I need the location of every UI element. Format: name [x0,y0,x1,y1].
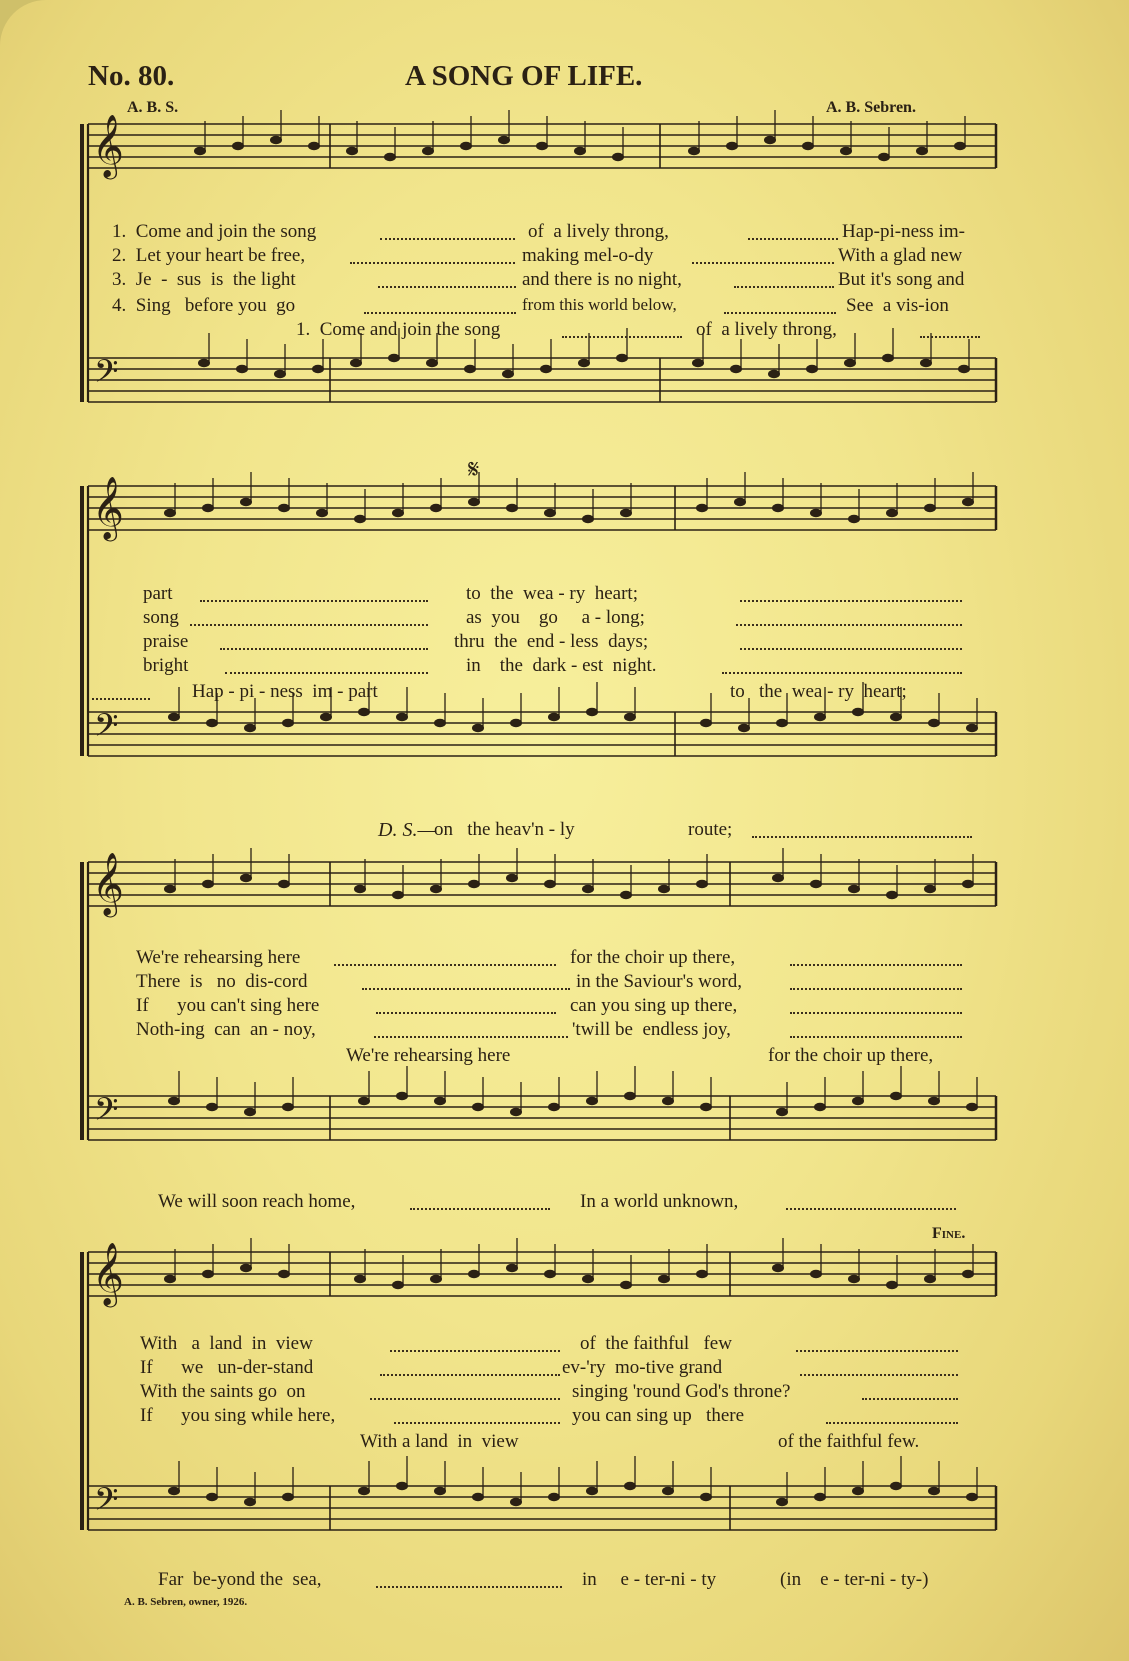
verse-4-while-here: If you sing while here, [140,1405,336,1426]
treble-clef-icon: 𝄞 [92,114,124,177]
treble-staff-2-note [734,498,746,506]
bass-staff-3-note [890,1092,902,1100]
treble-staff-2-note [430,504,442,512]
treble-staff-3-note [164,885,176,893]
bass-staff-2-note [700,719,712,727]
bass-staff-2-note [434,719,446,727]
treble-staff-2-note [962,498,974,506]
hymn-number: No. 80. [88,60,175,92]
treble-staff-1-note [194,147,206,155]
treble-staff-4-note [164,1275,176,1283]
verse-1-weary: to the wea - ry heart; [466,583,638,604]
treble-staff-3-note [696,880,708,888]
treble-staff-4-note [392,1281,404,1289]
bass-staff-2-note [966,724,978,732]
treble-staff-4-note [544,1270,556,1278]
verse-3-sing-here: If you can't sing here [136,995,320,1016]
bass-staff-1-note [616,354,628,362]
treble-staff-2-note [316,509,328,517]
treble-clef-icon: 𝄞 [92,852,124,915]
bass-staff-4-note [510,1498,522,1506]
verse-1-part: part [143,583,173,604]
treble-staff-1-note [688,147,700,155]
bass-staff-2-note [776,719,788,727]
bass-lyric-1-b: of a lively throng, [696,319,837,340]
treble-staff-4-note [506,1264,518,1272]
treble-staff-4-note [240,1264,252,1272]
bass-staff-2-note [320,713,332,721]
verse-4-night: in the dark - est night. [466,655,657,676]
bass-staff-4-note [928,1487,940,1495]
treble-staff-4-note [430,1275,442,1283]
treble-staff-2-note [696,504,708,512]
treble-staff-2-note [506,504,518,512]
bass-staff-4-note [472,1493,484,1501]
treble-staff-2-note [924,504,936,512]
bass-lyric-3-a: We're rehearsing here [346,1045,511,1066]
treble-staff-1-note [916,147,928,155]
treble-staff-3-note [658,885,670,893]
treble-staff-2-note [544,509,556,517]
bass-staff-4-note [434,1487,446,1495]
bass-staff-3-note [662,1097,674,1105]
bass-staff-3-note [548,1103,560,1111]
bass-staff-4-note [700,1493,712,1501]
treble-staff-2-note [810,509,822,517]
copyright-notice: A. B. Sebren, owner, 1926. [124,1596,248,1608]
bass-staff-2-note [586,708,598,716]
treble-staff-1-note [726,142,738,150]
bass-staff-1-note [882,354,894,362]
bass-staff-3-note [510,1108,522,1116]
verse-1-choir: for the choir up there, [570,947,736,968]
bass-staff-2-note [244,724,256,732]
treble-staff-4-note [620,1281,632,1289]
music-author: A. B. Sebren. [826,99,916,116]
treble-staff-2-note [848,515,860,523]
treble-staff-2-note [392,509,404,517]
bass-staff-3-note [434,1097,446,1105]
verse-4-joy: 'twill be endless joy, [572,1019,731,1040]
bass-staff-4-note [548,1493,560,1501]
treble-clef-icon: 𝄞 [92,1242,124,1305]
bass-staff-1-note [236,365,248,373]
treble-staff-3-note [582,885,594,893]
bass-staff-2-note [738,724,750,732]
treble-staff-3-note [886,891,898,899]
bass-staff-4-note [168,1487,180,1495]
bass-staff-2-note [624,713,636,721]
treble-staff-1-note [498,136,510,144]
treble-staff-4-note [202,1270,214,1278]
bass-staff-4-note [358,1487,370,1495]
bass-staff-1-note [958,365,970,373]
bass-staff-4-note [814,1493,826,1501]
treble-staff-1-note [346,147,358,155]
bass-staff-4-note [624,1482,636,1490]
bass-staff-2-note [548,713,560,721]
treble-staff-4-note [278,1270,290,1278]
verse-1-c: Hap-pi-ness im- [842,221,965,242]
treble-staff-3-note [506,874,518,882]
verse-1-a: 1. Come and join the song [112,221,317,242]
bass-staff-4-note [244,1498,256,1506]
bass-clef-icon: 𝄢 [94,1091,119,1135]
bass-lyric-4-a: With a land in view [360,1431,519,1452]
bass-staff-4-note [776,1498,788,1506]
treble-staff-4-note [772,1264,784,1272]
treble-staff-3-note [240,874,252,882]
bass-staff-3-note [966,1103,978,1111]
treble-staff-2-note [240,498,252,506]
verse-3-b: and there is no night, [522,269,682,290]
bass-staff-3-note [282,1103,294,1111]
bass-staff-3-note [814,1103,826,1111]
bass-staff-1-note [312,365,324,373]
treble-staff-1-note [954,142,966,150]
above-lyric-a: We will soon reach home, [158,1191,356,1212]
bass-staff-2-note [472,724,484,732]
verse-2-along: as you go a - long; [466,607,645,628]
verse-3-days: thru the end - less days; [454,631,649,652]
verse-3-c: But it's song and [838,269,965,290]
verse-2-understand: If we un-der-stand [140,1357,314,1378]
ds-text-a: on the heav'n - ly [434,819,575,840]
verse-3-praise: praise [143,631,189,652]
verse-4-bright: bright [143,655,189,676]
treble-staff-1-note [612,153,624,161]
bass-staff-3-note [852,1097,864,1105]
treble-staff-4-note [468,1270,480,1278]
bass-staff-3-note [206,1103,218,1111]
treble-staff-1-note [232,142,244,150]
treble-staff-2-note [202,504,214,512]
bass-staff-2-note [852,708,864,716]
verse-1-few: of the faithful few [580,1333,732,1354]
treble-staff-2-note [772,504,784,512]
treble-staff-1-note [384,153,396,161]
below-lyric-a: Far be-yond the sea, [158,1569,322,1590]
bass-staff-2-note [510,719,522,727]
treble-staff-2-note [164,509,176,517]
above-lyric-b: In a world unknown, [580,1191,739,1212]
bass-staff-4-note [282,1493,294,1501]
verse-2-c: With a glad new [838,245,963,266]
treble-clef-icon: 𝄞 [92,476,124,539]
bass-clef-icon: 𝄢 [94,707,119,751]
bass-staff-1-note [692,359,704,367]
bass-staff-1-note [806,365,818,373]
verse-4-annoy: Noth-ing can an - noy, [136,1019,316,1040]
segno-icon: 𝄋 [468,455,480,485]
verse-2-discord: There is no dis-cord [136,971,308,992]
treble-staff-2-note [886,509,898,517]
bass-staff-2-note [206,719,218,727]
treble-staff-3-note [430,885,442,893]
bass-staff-1-note [730,365,742,373]
treble-staff-1-note [574,147,586,155]
treble-staff-3-note [772,874,784,882]
bass-staff-1-note [578,359,590,367]
verse-2-saviour: in the Saviour's word, [576,971,742,992]
bass-staff-1-note [464,365,476,373]
bass-staff-3-note [776,1108,788,1116]
fine-label: Fine. [932,1225,966,1242]
verse-1-view: With a land in view [140,1333,313,1354]
verse-2-motive: ev-'ry mo-tive grand [562,1357,723,1378]
treble-staff-1-note [270,136,282,144]
treble-staff-3-note [278,880,290,888]
treble-staff-1-note [840,147,852,155]
treble-staff-3-note [620,891,632,899]
bass-staff-2-note [168,713,180,721]
treble-staff-1-note [802,142,814,150]
treble-staff-4-note [354,1275,366,1283]
treble-staff-1-note [764,136,776,144]
bass-lyric-4-b: of the faithful few. [778,1431,920,1452]
verse-3-saints: With the saints go on [140,1381,306,1402]
bass-staff-1-note [350,359,362,367]
bass-staff-3-note [396,1092,408,1100]
treble-staff-4-note [810,1270,822,1278]
treble-staff-1-note [460,142,472,150]
treble-staff-4-note [658,1275,670,1283]
bass-clef-icon: 𝄢 [94,1481,119,1525]
bass-lyric-1-a: 1. Come and join the song [296,319,501,340]
bass-staff-2-note [282,719,294,727]
treble-staff-1-note [422,147,434,155]
treble-staff-2-note [278,504,290,512]
treble-staff-4-note [962,1270,974,1278]
treble-staff-3-note [810,880,822,888]
treble-staff-3-note [924,885,936,893]
verse-2-b: making mel-o-dy [522,245,654,266]
bass-staff-2-note [358,708,370,716]
bass-staff-3-note [624,1092,636,1100]
bass-staff-1-note [540,365,552,373]
treble-staff-4-note [848,1275,860,1283]
verse-1-rehearsing: We're rehearsing here [136,947,301,968]
bass-staff-1-note [768,370,780,378]
treble-staff-3-note [354,885,366,893]
treble-staff-2-note [468,498,480,506]
bass-staff-4-note [586,1487,598,1495]
bass-staff-1-note [388,354,400,362]
treble-staff-3-note [848,885,860,893]
bass-lyric-2-a: Hap - pi - ness im - part [192,681,378,702]
bass-staff-3-note [472,1103,484,1111]
treble-staff-4-note [696,1270,708,1278]
bass-clef-icon: 𝄢 [94,353,119,397]
bass-staff-1-note [274,370,286,378]
bass-staff-4-note [396,1482,408,1490]
verse-3-a: 3. Je - sus is the light [112,269,296,290]
words-author: A. B. S. [127,99,179,116]
treble-staff-1-note [308,142,320,150]
bass-staff-2-note [890,713,902,721]
verse-2-a: 2. Let your heart be free, [112,245,306,266]
verse-3-sing-there: can you sing up there, [570,995,738,1016]
ds-label: D. S.— [378,819,436,841]
bass-staff-1-note [426,359,438,367]
bass-staff-1-note [198,359,210,367]
treble-staff-3-note [202,880,214,888]
bass-staff-3-note [358,1097,370,1105]
treble-staff-3-note [544,880,556,888]
treble-staff-2-note [620,509,632,517]
treble-staff-1-note [536,142,548,150]
verse-3-throne: singing 'round God's throne? [572,1381,791,1402]
bass-staff-4-note [966,1493,978,1501]
below-lyric-b: in e - ter-ni - ty [582,1569,717,1590]
bass-staff-3-note [700,1103,712,1111]
treble-staff-3-note [468,880,480,888]
bass-staff-1-note [920,359,932,367]
verse-2-song: song [143,607,179,628]
bass-staff-4-note [890,1482,902,1490]
bass-staff-3-note [928,1097,940,1105]
verse-4-up-there: you can sing up there [572,1405,745,1426]
below-lyric-c: (in e - ter-ni - ty-) [780,1569,929,1590]
bass-staff-3-note [586,1097,598,1105]
treble-staff-4-note [582,1275,594,1283]
bass-staff-4-note [206,1493,218,1501]
treble-staff-2-note [354,515,366,523]
treble-staff-1-note [878,153,890,161]
bass-staff-2-note [814,713,826,721]
bass-staff-1-note [502,370,514,378]
ds-text-b: route; [688,819,733,840]
treble-staff-3-note [962,880,974,888]
verse-4-c: See a vis-ion [846,295,949,316]
treble-staff-4-note [924,1275,936,1283]
bass-staff-2-note [396,713,408,721]
verse-4-b: from this world below, [522,295,677,314]
bass-staff-4-note [662,1487,674,1495]
bass-staff-3-note [168,1097,180,1105]
treble-staff-3-note [392,891,404,899]
verse-1-b: of a lively throng, [528,221,669,242]
hymn-title: A SONG OF LIFE. [405,60,643,92]
bass-staff-4-note [852,1487,864,1495]
bass-lyric-2-b: to the wea - ry heart; [730,681,907,702]
bass-lyric-3-b: for the choir up there, [768,1045,934,1066]
treble-staff-2-note [582,515,594,523]
bass-staff-3-note [244,1108,256,1116]
verse-4-a: 4. Sing before you go [112,295,296,316]
bass-staff-1-note [844,359,856,367]
treble-staff-4-note [886,1281,898,1289]
bass-staff-2-note [928,719,940,727]
